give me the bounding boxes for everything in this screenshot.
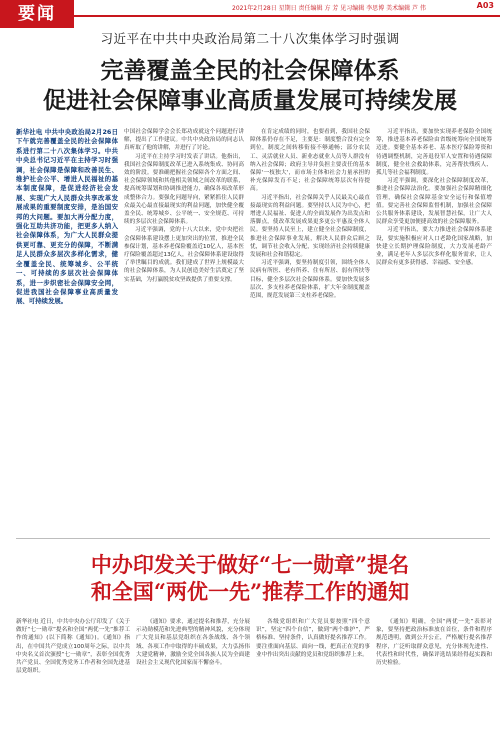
paragraph: 习近平在主持学习时发表了讲话。他指出，我国社会保障制度改革已进入系统集成、协同高效的阶段。要准确把握社会保障各个方面之间、社会保障领域和其他相关领域之间改革的联系，提高统筹谋划和协调推进能力，确保各项改革形成整体合力。要强化问题导向，紧紧抓住人民群众最关心最直接最现实的利益问题，加快健全覆盖全民、统筹城乡、公平统一、安全规范、可持续的多层次社会保障体系。 [124,153,244,226]
paragraph: 习近平指出，要加快实现养老保险全国统筹，推进基本养老保险由省级统筹向全国统筹迈进。要健全基本养老、基本医疗保险筹资和待遇调整机制，完善退役军人安置和待遇保障制度，健全社会救助体系，完善帮扶残疾人、孤儿等社会福利制度。 [376,129,492,177]
paragraph: 习近平指出，要大力推进社会保障体系建设，要实施积极应对人口老龄化国家战略，加快建立长期护理保险制度，大力发展老龄产业，满足老年人多层次多样化服务需求，让人民群众有更多获得感、幸福感、安全感。 [376,227,492,267]
paragraph: 习近平强调，要深化社会保障制度改革，推进社会保障法治化。要加强社会保障精细化管理，确保社会保障基金安全运行和保值增值。要完善社会保障监督机制，加强社会保障公共服务体系建设，发展智慧社保，让广大人民群众享受更加便捷高效的社会保障服务。 [376,178,492,226]
article2-column-3 [256,618,370,744]
paragraph: 中国社会保障学会会长郑功成就这个问题进行讲解，提出了工作建议。中共中央政治局的同志认真听取了他的讲解，并进行了讨论。 [124,129,244,152]
paragraph: 《通知》明确，全国“两优一先”表彰对象，要坚持把政治标准放在首位，条件和程序规范透明，做到公开公正，严格履行提名推荐程序，广泛听取群众意见，充分体现先进性、代表性和时代性，确保评选结果经得起实践和历史检验。 [376,619,492,667]
article1-column-3 [376,128,492,533]
paragraph: 在肯定成绩的同时，也要看到，我国社会保障体系仍存在不足，主要是：制度整合没有完全到位，制度之间转移衔接不够通畅；部分农民工、灵活就业人员、新业态就业人员等人群没有纳入社会保障；政府主导并负担主要责任的基本保障'一枝独大'，而市场主体和社会力量承担的补充保障发育不足；社会保障统筹层次有待提高。 [250,129,370,193]
date-line: 2021年2月28日 星期日 责任编辑 方 芳 见习编辑 李思博 美术编辑 芦 伟 [232,5,426,12]
article1-lead-text: 新华社电 中共中央政治局2月26日下午就完善覆盖全民的社会保障体系进行第二十八次集体学习。中共中央总书记习近平在主持学习时强调，社会保障是保障和改善民生、维护社会公平、增进人民福祉的基本制度保障，是促进经济社会发展、实现广大人民群众共享改革发展成果的重要制度安排，是治国安邦的大问题。要加大再分配力度，强化互助共济功能，把更多人纳入社会保障体系，为广大人民群众提供更可靠、更充分的保障，不断满足人民群众多层次多样化需求，健全覆盖全民、统筹城乡、公平统一、可持续的多层次社会保障体系，进一步织密社会保障安全网，促进我国社会保障事业高质量发展、可持续发展。 [16,128,118,306]
paragraph: 习近平指出，社会保障关乎人民最关心最直接最现实的利益问题。要坚持以人民为中心，把增进人民福祉、促进人的全面发展作为出发点和落脚点，使改革发展成果更多更公平惠及全体人民。要坚持人民至上，建立健全社会保障制度，推进社会保障事业发展，解决人民群众后顾之忧，调节社会收入分配，实现经济社会持续健康发展和社会和谐稳定。 [250,194,370,259]
article1-title-line2: 促进社会保障事业高质量发展可持续发展 [43,87,457,114]
article1-column-2 [250,128,370,533]
paragraph: 《通知》要求，通过提名和推荐，充分展示功勋模范和先进典型的精神风貌，充分体现广大党员和基层党组织在各条战线、各个领域、各项工作中取得的丰硕成果，大力弘扬伟大建党精神，激励全党全国各族人民为全面建设社会主义现代化国家而不懈奋斗。 [136,619,250,667]
article2-column-1 [16,618,130,744]
article1-title-line1: 完善覆盖全民的社会保障体系 [100,57,400,84]
paragraph: 习近平强调，要坚持制度引领，围绕全体人民病有所医、老有所养、住有所居、弱有所扶等目标，健全多层次社会保障体系。要加快发展多层次、多支柱养老保险体系，扩大年金制度覆盖范围，规范发展第三支柱养老保险。 [250,260,370,300]
masthead [0,0,500,28]
page-number: A03 [476,1,494,10]
paragraph: 习近平强调，党的十八大以来，党中央把社会保障体系建设摆上更加突出的位置，推进全民参保计划，基本养老保险覆盖近10亿人，基本医疗保险覆盖超过13亿人，社会保障体系建设取得了举世瞩目的成就。我们建成了世界上规模最大的社会保障体系，为人民创造美好生活奠定了坚实基础，为打赢脱贫攻坚战提供了重要支撑。 [124,227,244,283]
paragraph: 新华社电 近日，中共中央办公厅印发了《关于做好“七一勋章”提名和全国“两优一先”推荐工作的通知》(以下简称《通知》)。《通知》指出，在中国共产党成立100周年之际，以中共中央名义首次颁授“七一勋章”，表彰全国优秀共产党员、全国优秀党务工作者和全国先进基层党组织。 [16,619,130,675]
article2-column-2 [136,618,250,744]
article-divider [16,538,490,539]
masthead-rule [74,15,500,17]
article1-lead [16,128,118,428]
article2-column-4 [376,618,492,744]
paragraph: 各级党组织和广大党员要按照“四个意识”，坚定“四个自信”，做到“两个维护”，严格标准、坚持条件，认真做好提名推荐工作。要注重面向基层、面向一线，把真正在党的事业中作出突出贡献的党员和党组织推荐上来。 [256,619,370,658]
article1-column-1 [124,128,244,533]
article1-kicker: 习近平在中共中央政治局第二十八次集体学习时强调 [100,31,400,46]
section-tab: 要闻 [0,0,74,28]
article2-title-line1: 中办印发关于做好“七一勋章”提名 [90,552,410,577]
article2-title-line2: 和全国“两优一先”推荐工作的通知 [90,579,410,604]
